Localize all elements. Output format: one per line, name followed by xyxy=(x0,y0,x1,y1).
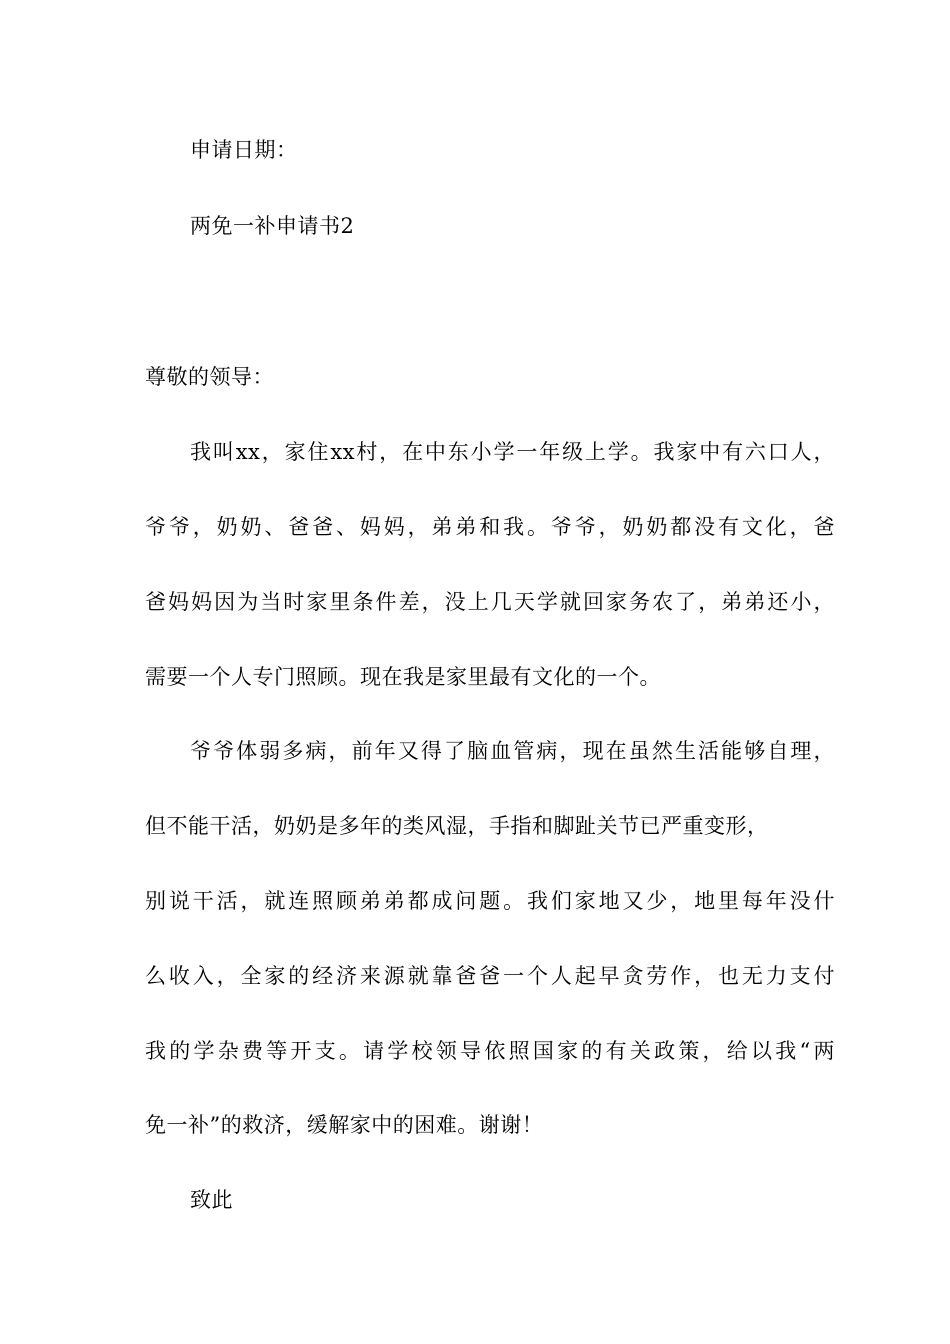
salutation: 尊敬的领导： xyxy=(145,365,274,389)
apply-date-label: 申请日期： xyxy=(190,138,298,162)
paragraph1-line2: 爷爷，奶奶、爸爸、妈妈，弟弟和我。爷爷，奶奶都没有文化，爸 xyxy=(145,515,835,539)
paragraph2-line4: 么收入，全家的经济来源就靠爸爸一个人起早贪劳作，也无力支付 xyxy=(145,964,835,988)
paragraph1-line4: 需要一个人专门照顾。现在我是家里最有文化的一个。 xyxy=(145,665,661,689)
document-title: 两免一补申请书2 xyxy=(190,214,355,238)
closing: 致此 xyxy=(190,1188,233,1212)
paragraph2-line2: 但不能干活，奶奶是多年的类风湿，手指和脚趾关节已严重变形， xyxy=(145,814,769,838)
paragraph2-line1: 爷爷体弱多病，前年又得了脑血管病，现在虽然生活能够自理， xyxy=(190,739,835,763)
paragraph1-line1: 我叫xx，家住xx村，在中东小学一年级上学。我家中有六口人， xyxy=(190,440,835,464)
paragraph2-line5: 我的学杂费等开支。请学校领导依照国家的有关政策，给以我“两 xyxy=(145,1039,835,1063)
paragraph1-line3: 爸妈妈因为当时家里条件差，没上几天学就回家务农了，弟弟还小， xyxy=(145,590,835,614)
paragraph2-line3: 别说干活，就连照顾弟弟都成问题。我们家地又少，地里每年没什 xyxy=(145,889,835,913)
paragraph2-line6: 免一补”的救济，缓解家中的困难。谢谢！ xyxy=(145,1113,544,1137)
